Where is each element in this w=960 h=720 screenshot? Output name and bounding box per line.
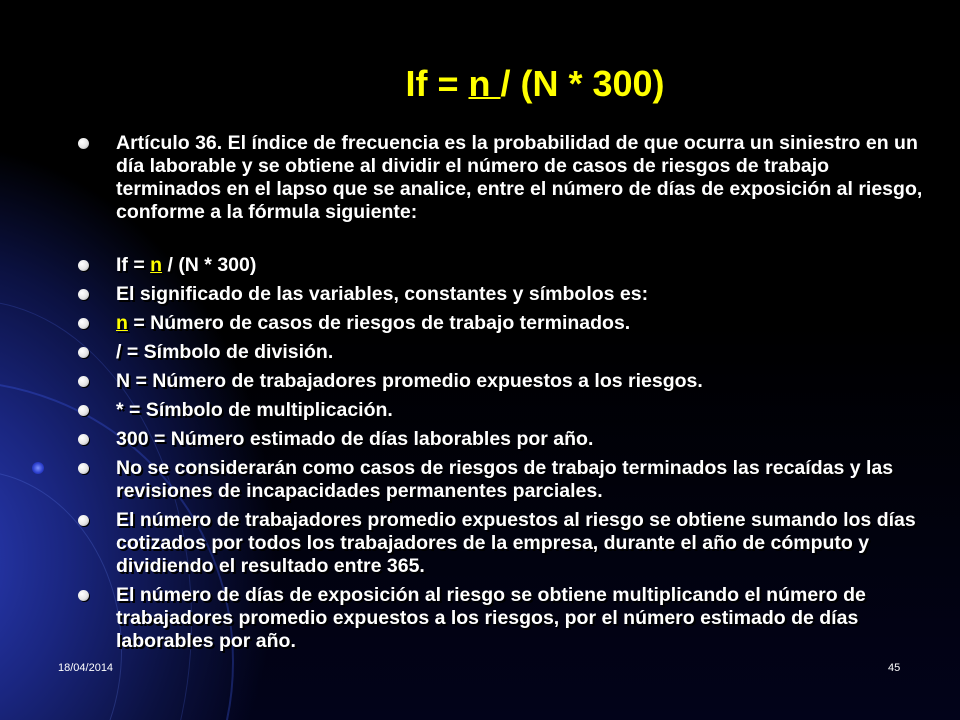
bullet-icon [78,347,89,358]
bullet-formula [78,254,928,277]
bullet-icon [78,318,89,329]
formula-suffix: / (N * 300) [162,254,257,276]
bullet-text: 300 = Número estimado de días laborables por año. [116,428,594,450]
bullet-icon [78,376,89,387]
bullet-text: / = Símbolo de división. [116,341,334,363]
bullet-average-workers [78,509,928,578]
bullet-multiplication [78,399,928,422]
bullet-meaning [78,283,928,306]
bullet-n-definition [78,312,928,335]
bullet-300-definition [78,428,928,451]
bullet-icon [78,434,89,445]
formula-prefix: If = [116,254,151,276]
n-variable: n [116,312,128,334]
bullet-division [78,341,928,364]
bullet-icon [78,138,89,149]
title-prefix: If = [405,63,469,104]
bullet-exclusions [78,457,928,503]
formula-variable-n: n [150,254,163,276]
bullet-text: N = Número de trabajadores promedio expuestos a los riesgos. [116,370,703,392]
background-glow-dot [32,462,44,474]
bullet-list [78,132,928,659]
bullet-icon [78,590,89,601]
bullet-text: El número de días de exposición al riesgo se obtiene multiplicando el número de trabajadores promedio expuestos a los riesgos, por el número estimado de días laborables por año. [116,584,866,652]
bullet-icon [78,289,89,300]
bullet-icon [78,463,89,474]
bullet-article-36 [78,132,928,224]
title-suffix: / (N * 300) [500,63,665,104]
bullet-text: Artículo 36. El índice de frecuencia es la probabilidad de que ocurra un siniestro en un día laborable y se obtiene al dividir el número de casos de riesgos de trabajo terminados en el lapso que se analice, entre el número de días de exposición al riesgo, conforme a la fórmula siguiente: [116,132,923,223]
bullet-icon [78,260,89,271]
title-variable-n: n [468,63,501,104]
bullet-N-definition [78,370,928,393]
bullet-text: No se considerarán como casos de riesgos de trabajo terminados las recaídas y las revisiones de incapacidades permanentes parciales. [116,457,894,502]
bullet-text: El número de trabajadores promedio expuestos al riesgo se obtiene sumando los días cotizados por todos los trabajadores de la empresa, durante el año de cómputo y dividiendo el resultado entre 365. [116,509,916,577]
bullet-exposure-days [78,584,928,653]
bullet-icon [78,515,89,526]
bullet-text: El significado de las variables, constantes y símbolos es: [116,283,649,305]
n-definition-text: = Número de casos de riesgos de trabajo terminados. [127,312,631,334]
slide-title [0,62,960,106]
page-number: 45 [888,662,901,674]
bullet-text: * = Símbolo de multiplicación. [116,399,393,421]
bullet-icon [78,405,89,416]
footer-date: 18/04/2014 [58,662,114,674]
